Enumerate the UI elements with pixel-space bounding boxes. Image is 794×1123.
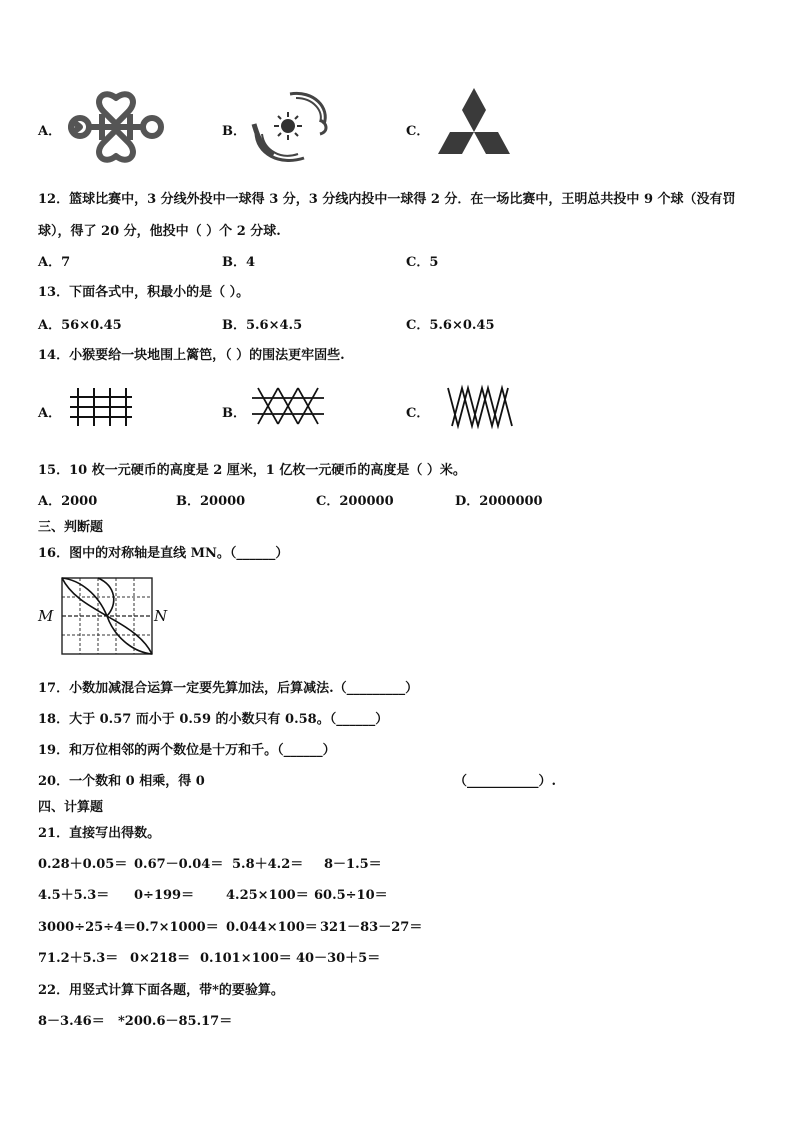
q16-stem: 16．图中的对称轴是直线 MN。（______） [38,546,289,561]
q22-item: *200.6－85.17＝ [118,1014,233,1029]
q21-item: 3000÷25÷4＝ [38,920,137,935]
q11-option-c-label: C． [406,124,430,139]
section-3-title: 三、判断题 [38,520,104,535]
q20-answer-blank: （___________）. [454,774,557,789]
q21-item: 0×218＝ [130,951,191,966]
q15-option-b: B．20000 [176,494,246,509]
q12-stem-line2: 球），得了 20 分，他投中（ ）个 2 分球. [38,224,281,239]
fence-square-grid-icon [70,388,132,426]
q13-option-c: C．5.6×0.45 [406,318,495,333]
q21-item: 321－83－27＝ [320,920,423,935]
q14-option-b-label: B． [222,406,246,421]
fence-zigzag-icon [446,386,514,428]
q21-item: 0.67－0.04＝ [134,857,224,872]
q15-option-c: C．200000 [316,494,394,509]
q21-item: 5.8＋4.2＝ [232,857,304,872]
section-4-title: 四、计算题 [38,800,104,815]
q12-option-a: A．7 [38,255,71,270]
q21-item: 4.5＋5.3＝ [38,888,110,903]
q15-stem: 15．10 枚一元硬币的高度是 2 厘米，1 亿枚一元硬币的高度是（ ）米。 [38,463,466,478]
q17-stem: 17．小数加减混合运算一定要先算加法，后算减法.（_________） [38,681,419,696]
q11-option-a-label: A． [38,124,62,139]
q14-option-c-label: C． [406,406,430,421]
q12-stem-line1: 12．篮球比赛中，3 分线外投中一球得 3 分，3 分线内投中一球得 2 分．在一场比赛中，王明总共投中 9 个球（没有罚 [38,192,736,207]
knot-logo-icon [64,90,168,164]
sun-swirl-logo-icon [250,88,334,166]
q21-item: 71.2＋5.3＝ [38,951,119,966]
q22-item: 8－3.46＝ [38,1014,105,1029]
q22-stem: 22．用竖式计算下面各题，带*的要验算。 [38,983,284,998]
q21-item: 0.044×100＝ [226,920,318,935]
three-diamond-logo-icon [436,86,518,166]
symmetry-grid-figure [38,574,168,658]
q19-stem: 19．和万位相邻的两个数位是十万和千。（______） [38,743,336,758]
q15-option-a: A．2000 [38,494,98,509]
q21-item: 0÷199＝ [134,888,195,903]
q11-option-b-label: B． [222,124,246,139]
q21-item: 4.25×100＝ [226,888,309,903]
q12-option-c: C．5 [406,255,439,270]
q21-item: 60.5÷10＝ [314,888,388,903]
q14-option-a-label: A． [38,406,62,421]
fence-cross-diagonal-icon [252,386,324,426]
label-m: M [38,607,54,625]
q21-item: 8－1.5＝ [324,857,382,872]
q18-stem: 18．大于 0.57 而小于 0.59 的小数只有 0.58。（______） [38,712,389,727]
label-n: N [154,607,168,625]
q20-stem: 20．一个数和 0 相乘，得 0 [38,774,205,789]
q21-item: 0.101×100＝ [200,951,292,966]
q21-stem: 21．直接写出得数。 [38,826,161,841]
q13-option-a: A．56×0.45 [38,318,122,333]
q14-stem: 14．小猴要给一块地围上篱笆，（ ）的围法更牢固些. [38,348,345,363]
q13-stem: 13．下面各式中，积最小的是（ ）。 [38,285,250,300]
q15-option-d: D．2000000 [455,494,543,509]
q21-item: 0.7×1000＝ [136,920,219,935]
q13-option-b: B．5.6×4.5 [222,318,303,333]
q21-item: 40－30＋5＝ [296,951,381,966]
q12-option-b: B．4 [222,255,256,270]
q21-item: 0.28＋0.05＝ [38,857,128,872]
